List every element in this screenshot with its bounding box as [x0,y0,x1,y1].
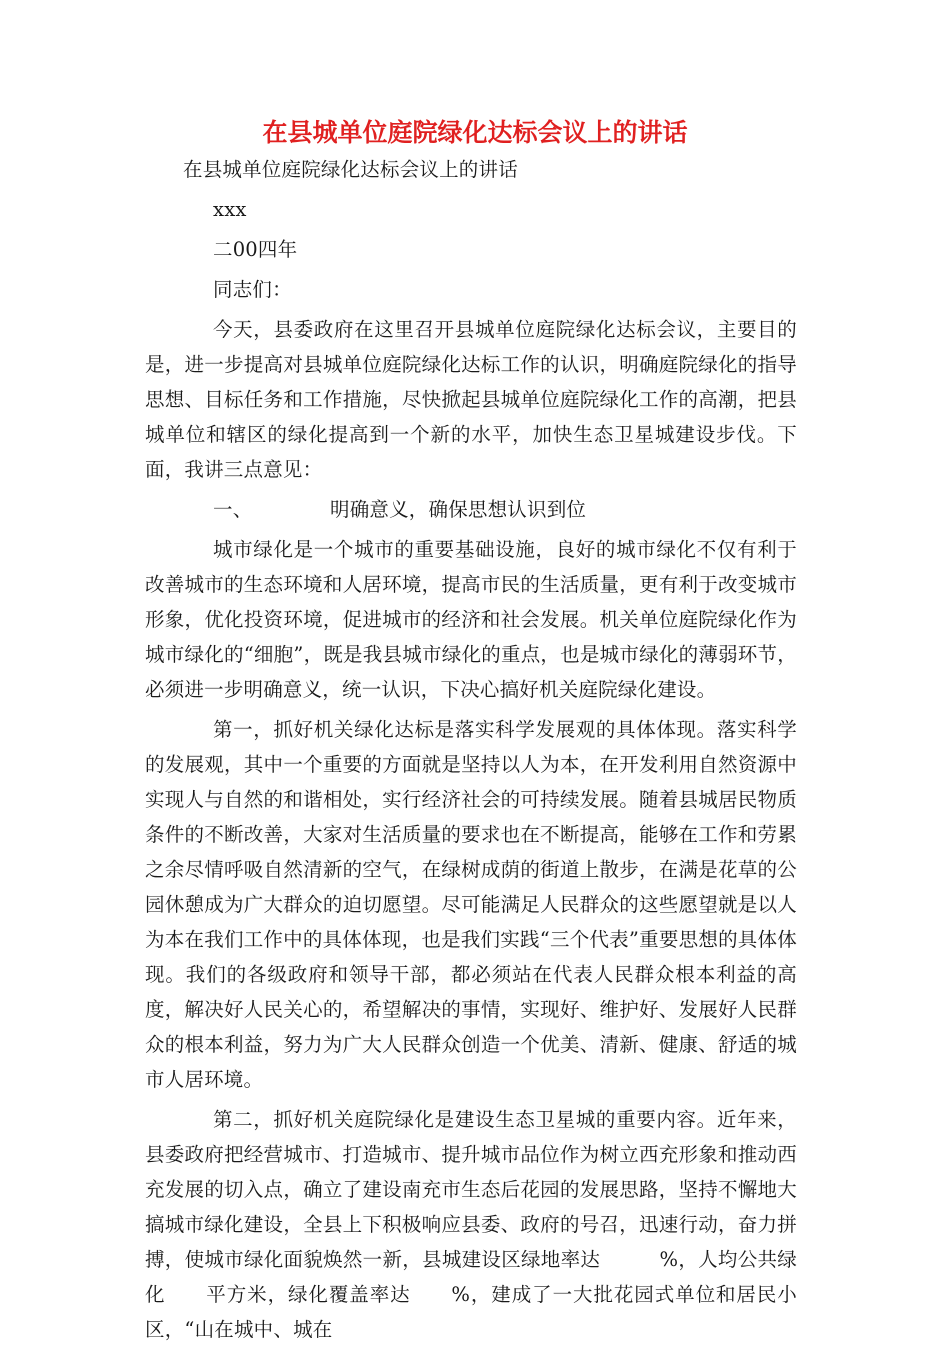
date-line: 二00四年 [213,238,298,261]
intro-paragraph: 今天，县委政府在这里召开县城单位庭院绿化达标会议，主要目的是，进一步提高对县城单位庭院绿化达标工作的认识，明确庭院绿化的指导思想、目标任务和工作措施，尽快掀起县城单位庭院绿化工作的高潮，把县城单位和辖区的绿化提高到一个新的水平，加快生态卫星城建设步伐。下面，我讲三点意见： [145,318,797,481]
section-heading [145,492,797,527]
body-paragraph-2: 第一，抓好机关绿化达标是落实科学发展观的具体体现。落实科学的发展观，其中一个重要的方面就是坚持以人为本，在开发利用自然资源中实现人与自然的和谐相处，实行经济社会的可持续发展。随着县城居民物质条件的不断改善，大家对生活质量的要求也在不断提高，能够在工作和劳累之余尽情呼吸自然清新的空气，在绿树成荫的街道上散步，在满是花草的公园休憩成为广大群众的迫切愿望。尽可能满足人民群众的这些愿望就是以人为本在我们工作中的具体体现，也是我们实践“三个代表”重要思想的具体体现。我们的各级政府和领导干部，都必须站在代表人民群众根本利益的高度，解决好人民关心的，希望解决的事情，实现好、维护好、发展好人民群众的根本利益，努力为广大人民群众创造一个优美、清新、健康、舒适的城市人居环境。 [145,718,797,1091]
section-heading-text: 明确意义，确保思想认识到位 [330,498,587,521]
document-title: 在县城单位庭院绿化达标会议上的讲话 [262,118,688,147]
document-body [145,152,797,1352]
salutation: 同志们： [213,278,292,301]
section-number: 一、 [213,498,253,521]
body-paragraph-3: 第二，抓好机关庭院绿化是建设生态卫星城的重要内容。近年来，县委政府把经营城市、打造城市、提升城市品位作为树立西充形象和推动西充发展的切入点，确立了建设南充市生态后花园的发展思路，坚持不懈地大搞城市绿化建设，全县上下积极响应县委、政府的号召，迅速行动，奋力拼搏，使城市绿化面貌焕然一新，县城建设区绿地率达 %，人均公共绿化 平方米，绿化覆盖率达 %，建成了一大批花园式单位和居民小区，“山在城中、城在 [145,1108,797,1341]
document-subtitle: 在县城单位庭院绿化达标会议上的讲话 [183,158,518,181]
body-paragraph-1: 城市绿化是一个城市的重要基础设施，良好的城市绿化不仅有利于改善城市的生态环境和人居环境，提高市民的生活质量，更有利于改变城市形象，优化投资环境，促进城市的经济和社会发展。机关单位庭院绿化作为城市绿化的“细胞”，既是我县城市绿化的重点，也是城市绿化的薄弱环节，必须进一步明确意义，统一认识，下决心搞好机关庭院绿化建设。 [145,538,797,701]
author-line: xxx [213,198,247,221]
